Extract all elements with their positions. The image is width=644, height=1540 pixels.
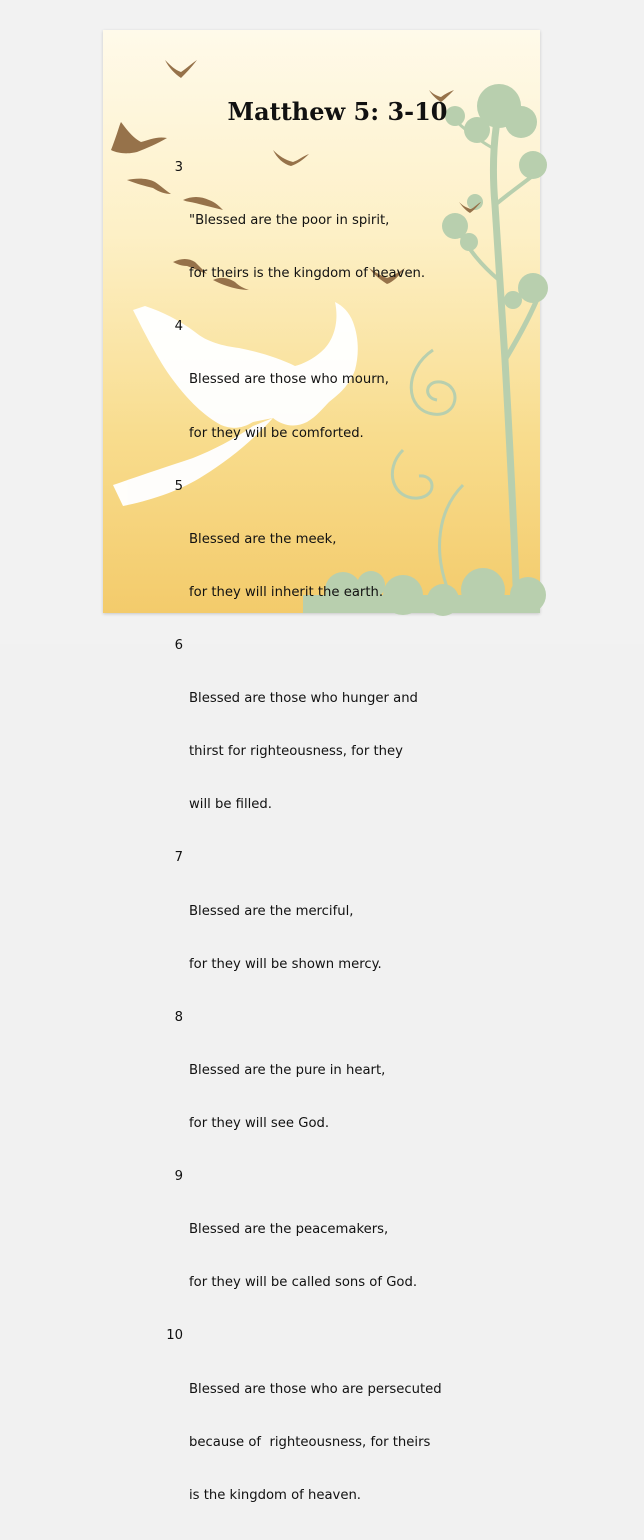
verse-item	[161, 159, 521, 318]
verse-item	[161, 318, 521, 477]
verse-line: for they will be called sons of God.	[189, 1275, 418, 1291]
verse-line: thirst for righteousness, for they	[189, 744, 403, 760]
verse-line: Blessed are those who mourn,	[189, 372, 389, 388]
verse-line: for they will inherit the earth.	[189, 584, 384, 600]
verse-line: Blessed are the meek,	[189, 531, 337, 547]
verse-number: 7	[174, 850, 183, 866]
verse-item	[161, 1168, 521, 1327]
verse-line: for they will be comforted.	[189, 425, 364, 441]
verse-line: is the kingdom of heaven.	[189, 1487, 361, 1503]
poster	[103, 30, 540, 1503]
verse-line: for theirs is the kingdom of heaven.	[189, 266, 426, 282]
verse-number: 10	[166, 1328, 183, 1344]
verse-number: 4	[174, 319, 183, 335]
poster-title: Matthew 5: 3-10	[227, 97, 448, 126]
verse-list	[161, 159, 521, 1540]
verse-line: "Blessed are the poor in spirit,	[189, 213, 390, 229]
verse-number: 5	[174, 478, 183, 494]
verse-line: Blessed are the pure in heart,	[189, 1062, 386, 1078]
verse-number: 3	[174, 160, 183, 175]
verse-item	[161, 849, 521, 1008]
verse-line: because of righteousness, for theirs	[189, 1434, 431, 1450]
verse-line: for they will be shown mercy.	[189, 956, 382, 972]
verse-line: Blessed are those who hunger and	[189, 691, 418, 707]
verse-item	[161, 637, 521, 849]
verse-number: 6	[174, 637, 183, 653]
verse-line: Blessed are the merciful,	[189, 903, 354, 919]
verse-number: 9	[174, 1169, 183, 1185]
verse-item	[161, 478, 521, 637]
verse-line: for they will see God.	[189, 1115, 330, 1131]
verse-item	[161, 1009, 521, 1168]
verse-number: 8	[174, 1009, 183, 1025]
verse-item	[161, 1327, 521, 1539]
verse-line: Blessed are those who are persecuted	[189, 1381, 442, 1397]
verse-line: Blessed are the peacemakers,	[189, 1222, 389, 1238]
verse-line: will be filled.	[189, 797, 272, 813]
